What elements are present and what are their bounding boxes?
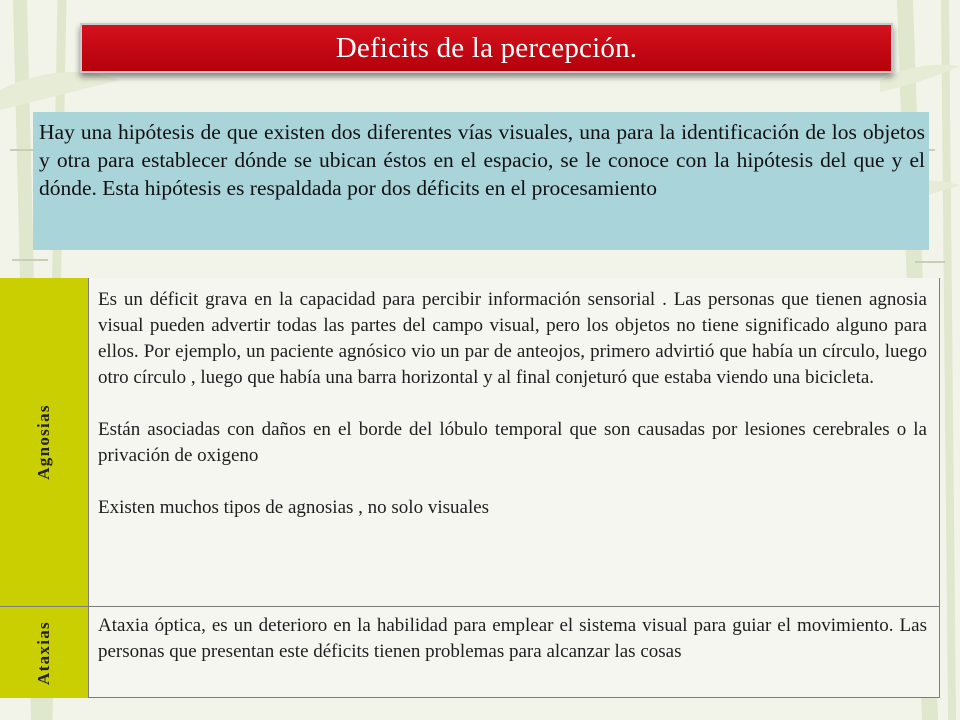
title-bar	[80, 23, 893, 73]
ataxias-definition-paragraph: Ataxia óptica, es un deterioro en la habilidad para emplear el sistema visual para guiar el movimiento. Las personas que presentan este déficits tienen problemas para alcanzar las cosas	[98, 615, 927, 662]
agnosias-definition-paragraph: Es un déficit grava en la capacidad para percibir información sensorial . Las personas que tienen agnosia visual pueden advertir todas las partes del campo visual, pero los objetos no tiene significado alguno para ellos. Por ejemplo, un paciente agnósico vio un par de anteojos, primero advirtió que había un círculo, luego otro círculo , luego que había una barra horizontal y al final conjeturó que estaba viendo una bicicleta.	[98, 289, 927, 388]
page-title: Deficits de la percepción.	[335, 31, 638, 64]
row-label-cell	[0, 607, 89, 698]
row-label: Ataxias	[34, 620, 53, 685]
agnosias-types-paragraph: Existen muchos tipos de agnosias , no solo visuales	[98, 497, 490, 518]
agnosias-cause-paragraph: Están asociadas con daños en el borde del lóbulo temporal que son causadas por lesiones cerebrales o la privación de oxigeno	[98, 419, 927, 466]
row-label-cell	[0, 278, 89, 606]
row-label: Agnosias	[34, 404, 53, 480]
intro-box	[33, 112, 929, 250]
row-content-cell	[98, 287, 927, 521]
row-content-cell	[98, 613, 927, 665]
table-row-ataxias	[0, 606, 940, 698]
content-table	[0, 278, 940, 698]
table-row-agnosias	[0, 278, 940, 606]
intro-paragraph: Hay una hipótesis de que existen dos diferentes vías visuales, una para la identificación de los objetos y otra para establecer dónde se ubican éstos en el espacio, se le conoce con la hipótesis del que y el dónde. Esta hipótesis es respaldada por dos déficits en el procesamiento	[39, 120, 925, 200]
